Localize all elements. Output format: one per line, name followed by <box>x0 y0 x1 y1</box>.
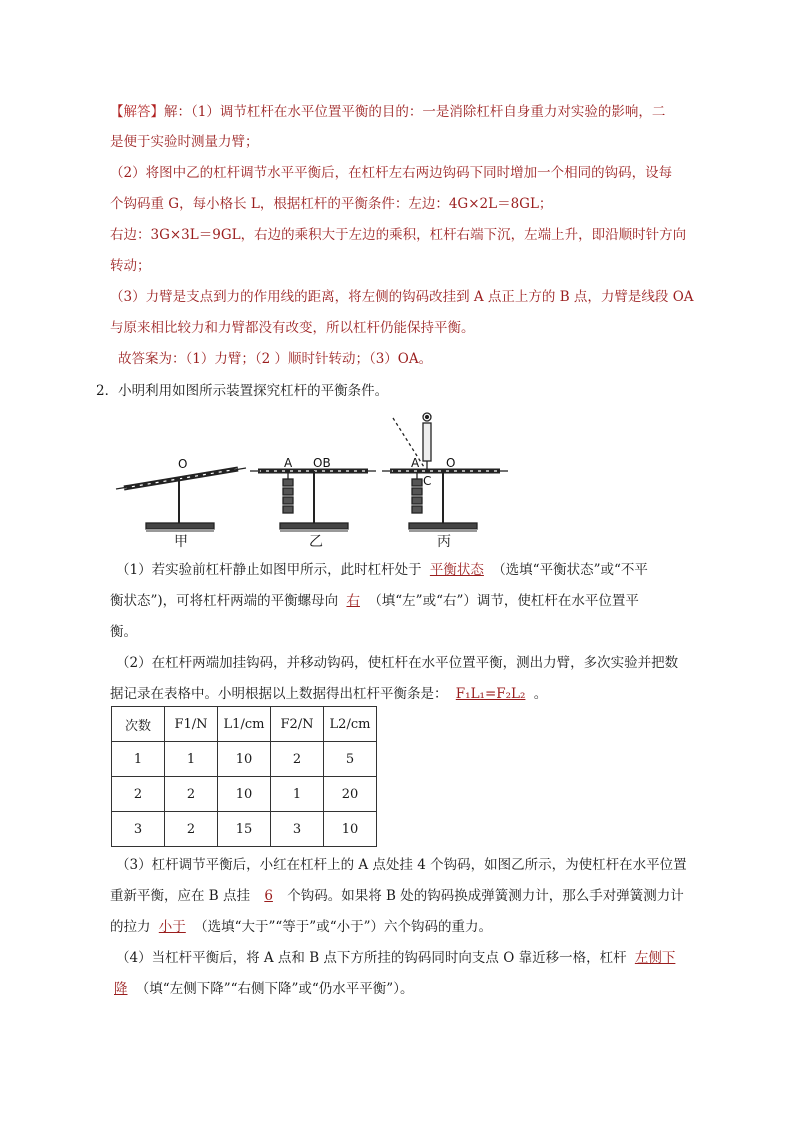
table-cell: 5 <box>324 742 377 777</box>
table-row <box>112 812 377 847</box>
part1-text-b-post: （填“左”或“右”）调节，使杠杆在水平位置平 <box>368 593 639 609</box>
figure-yi <box>250 456 376 532</box>
figure-jia <box>116 457 246 532</box>
table-cell: 3 <box>112 812 165 847</box>
part1-text-a: （1）若实验前杠杆静止如图甲所示，此时杠杆处于 <box>116 562 422 578</box>
answer-line-8: 与原来相比较力和力臂都没有改变，所以杠杆仍能保持平衡。 <box>110 320 475 336</box>
table-cell: 2 <box>165 777 218 812</box>
part2-text-b-post: 。 <box>533 686 548 702</box>
answer-blank-1: 平衡状态 <box>429 562 484 578</box>
answer-blank-6: 左侧下 <box>634 950 676 966</box>
label-o-bing: O <box>446 456 456 470</box>
answer-line-7: （3）力臂是支点到力的作用线的距离，将左侧的钩码改挂到 A 点正上方的 B 点，力臂是线段 OA <box>110 289 694 305</box>
table-header: L1/cm <box>218 707 271 742</box>
lever-figure <box>0 405 794 565</box>
part1-text-a-post: （选填“平衡状态”或“不平 <box>492 562 648 578</box>
table-cell: 1 <box>165 742 218 777</box>
table-cell: 1 <box>271 777 324 812</box>
part3-text-b: 重新平衡，应在 B 点挂 <box>110 888 251 904</box>
part3-line-a: （3）杠杆调节平衡后，小红在杠杆上的 A 点处挂 4 个钩码，如图乙所示，为使杠杆在水平位置 <box>116 857 687 873</box>
table-cell: 2 <box>271 742 324 777</box>
answer-tag: 【解答】 <box>110 104 164 120</box>
table-header: 次数 <box>112 707 165 742</box>
answer-blank-4: 6 <box>264 888 273 904</box>
table-cell: 10 <box>218 777 271 812</box>
fig-label-jia: 甲 <box>174 534 188 550</box>
part2-line-a: （2）在杠杆两端加挂钩码，并移动钩码，使杠杆在水平位置平衡，测出力臂，多次实验并把数 <box>116 655 679 671</box>
question-title: 2．小明利用如图所示装置探究杠杆的平衡条件。 <box>96 383 389 399</box>
part4-line-b <box>110 979 710 999</box>
part2-text-b: 据记录在表格中。小明根据以上数据得出杠杆平衡条是： <box>110 686 448 702</box>
figure-bing <box>382 413 508 532</box>
label-o-jia: O <box>178 457 188 471</box>
table-cell: 3 <box>271 812 324 847</box>
label-ob-yi: OB <box>313 456 331 470</box>
table-cell: 10 <box>218 742 271 777</box>
part4-line-a <box>116 948 716 968</box>
answer-line-6: 转动； <box>110 258 151 274</box>
part3-text-b-post: 个钩码。如果将 B 处的钩码换成弹簧测力计，那么手对弹簧测力计 <box>287 888 684 904</box>
table-cell: 2 <box>112 777 165 812</box>
part1-line-b <box>110 591 710 611</box>
answer-blank-2: 右 <box>346 593 360 609</box>
answer-text: 解：（1）调节杠杆在水平位置平衡的目的：一是消除杠杆自身重力对实验的影响，二 <box>164 104 666 120</box>
table-row <box>112 777 377 812</box>
part3-text-c: 的拉力 <box>110 919 151 935</box>
label-c-bing: C <box>423 474 432 488</box>
answer-blank-6-cont: 降 <box>114 981 128 997</box>
table-cell: 1 <box>112 742 165 777</box>
fig-label-yi: 乙 <box>309 534 323 550</box>
answer-line-3: （2）将图中乙的杠杆调节水平平衡后，在杠杆左右两边钩码下同时增加一个相同的钩码，设每 <box>110 165 673 181</box>
data-table <box>111 706 377 847</box>
table-header: F2/N <box>271 707 324 742</box>
label-a-yi: A <box>284 456 293 470</box>
table-header: F1/N <box>165 707 218 742</box>
part4-text-b-post: （填“左侧下降”“右侧下降”或“仍水平平衡”）。 <box>135 981 414 997</box>
answer-blank-3: F₁L₁=F₂L₂ <box>455 686 526 702</box>
part1-line-c: 衡。 <box>110 624 137 640</box>
part4-text-a: （4）当杠杆平衡后，将 A 点和 B 点下方所挂的钩码同时向支点 O 靠近移一格，杠杆 <box>116 950 627 966</box>
table-row <box>112 742 377 777</box>
part1-line-a <box>116 560 716 580</box>
table-cell: 2 <box>165 812 218 847</box>
table-header-row <box>112 707 377 742</box>
label-a-bing: A <box>411 456 420 470</box>
answer-line-5: 右边：3G×3L＝9GL，右边的乘积大于左边的乘积，杠杆右端下沉，左端上升，即沿顺时针方向 <box>110 227 687 243</box>
fig-label-bing: 丙 <box>437 534 451 550</box>
part3-line-b <box>110 886 710 906</box>
answer-summary: 故答案为：（1）力臂；（2 ）顺时针转动；（3）OA。 <box>118 351 433 367</box>
part1-text-b: 衡状态”)，可将杠杆两端的平衡螺母向 <box>110 593 339 609</box>
answer-line-1 <box>110 102 710 122</box>
part3-text-c-post: （选填“大于”“等于”或“小于”）六个钩码的重力。 <box>194 919 493 935</box>
answer-line-2: 是便于实验时测量力臂； <box>110 134 259 150</box>
part3-line-c <box>110 917 710 937</box>
table-cell: 15 <box>218 812 271 847</box>
table-cell: 10 <box>324 812 377 847</box>
table-header: L2/cm <box>324 707 377 742</box>
table-cell: 20 <box>324 777 377 812</box>
answer-blank-5: 小于 <box>158 919 186 935</box>
part2-line-b <box>110 684 710 704</box>
answer-line-4: 个钩码重 G，每小格长 L，根据杠杆的平衡条件：左边：4G×2L＝8GL； <box>110 196 553 212</box>
